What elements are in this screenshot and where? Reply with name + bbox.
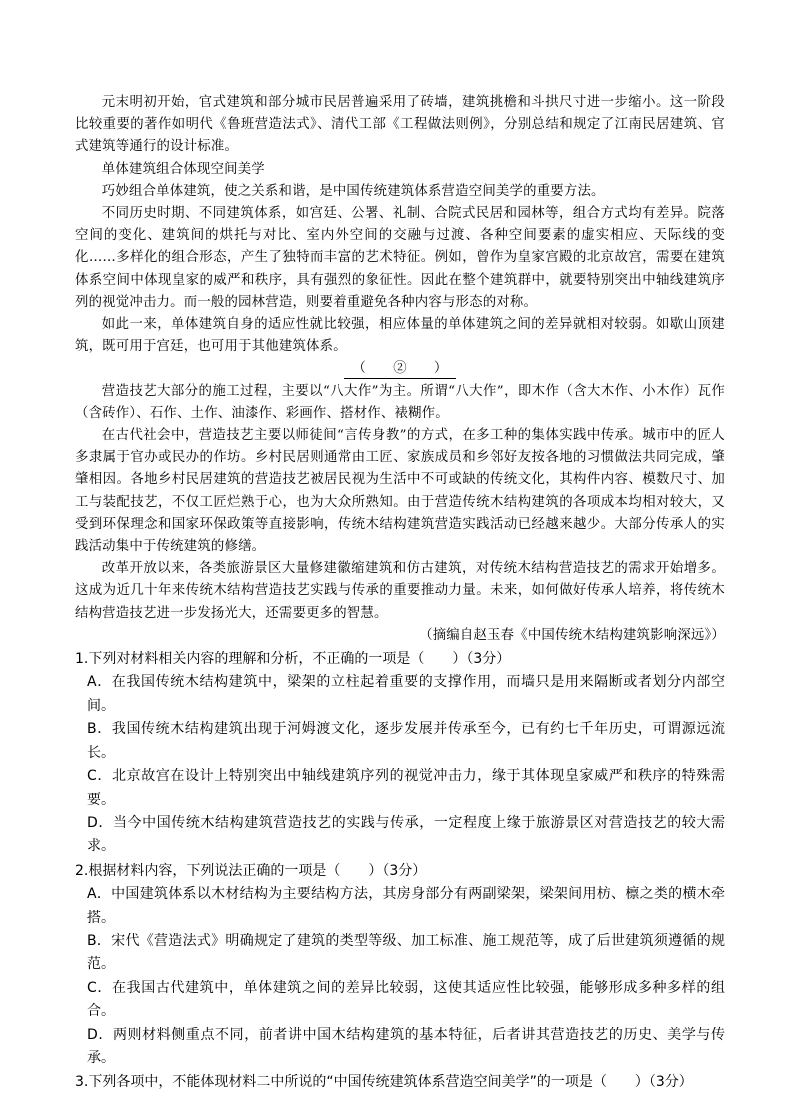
paragraph: 在古代社会中，营造技艺主要以师徒间“言传身教”的方式，在多工种的集体实践中传承。城市中的匠人多隶属于官办或民办的作坊。乡村民居则通常由工匠、家族成员和乡邻好友按各地的习惯做法共同完成，肇肇相因。各地乡村民居建筑的营造技艺被居民视为生活中不可或缺的传统文化，其构件内容、模数尺寸、加工与装配技艺，不仅工匠烂熟于心，也为大众所熟知。由于营造传统木结构建筑的各项成本均相对较大，又受到环保理念和国家环保政策等直接影响，传统木结构建筑营造实践活动已经越来越少。大部分传承人的实践活动集中于传统建筑的修缮。 [75,428,725,555]
paragraph: 巧妙组合单体建筑，使之关系和谐，是中国传统建筑体系营造空间美学的重要方法。 [101,183,605,199]
source-citation: （摘编自赵玉春《中国传统木结构建筑影响深远》） [419,627,725,643]
paragraph: 元末明初开始，官式建筑和部分城市民居普遍采用了砖墙，建筑挑檐和斗拱尺寸进一步缩小。这一阶段比较重要的著作如明代《鲁班营造法式》、清代工部《工程做法则例》，分别总结和规定了江南民居建筑、官式建筑等通行的设计标准。 [75,95,725,155]
section-subheading: 单体建筑组合体现空间美学 [101,161,265,177]
option-d: D．两则材料侧重点不同，前者讲中国木结构建筑的基本特征，后者讲其营造技艺的历史、美学与传承。 [87,1026,725,1066]
paragraph: 营造技艺大部分的施工过程，主要以“八大作”为主。所谓“八大作”，即木作（含大木作、小木作）瓦作（含砖作）、石作、土作、油漆作、彩画作、搭材作、裱糊作。 [75,383,725,421]
question-3 [75,1071,725,1094]
option-c: C．在我国古代建筑中，单体建筑之间的差异比较弱，这使其适应性比较强，能够形成多种多样的组合。 [87,979,725,1020]
paragraph: 改革开放以来，各类旅游景区大量修建徽缩建筑和仿古建筑，对传统木结构营造技艺的需求开始增多。这成为近几十年来传统木结构营造技艺实践与传承的重要推动力量。未来，如何做好传承人培养，将传统木结构营造技艺进一步发扬光大，还需要更多的智慧。 [75,561,725,621]
option-a: A．中国建筑体系以木材结构为主要结构方法，其房身部分有两副梁架，梁架间用枋、檩之类的横木牵搭。 [87,886,725,926]
blank-heading-line [75,358,725,380]
option-b: B．宋代《营造法式》明确规定了建筑的类型等级、加工标准、施工规范等，成了后世建筑须遵循的规范。 [87,932,725,973]
question-1 [75,648,725,859]
option-a: A．在我国传统木结构建筑中，梁架的立柱起着重要的支撑作用，而墙只是用来隔断或者划分内部空间。 [87,674,725,714]
paragraph: 不同历史时期、不同建筑体系，如宫廷、公署、礼制、合院式民居和园林等，组合方式均有差异。院落空间的变化、建筑间的烘托与对比、室内外空间的交融与过渡、各种空间要素的虚实相应、天际线的变化……多样化的组合形态，产生了独特而丰富的艺术特征。例如，曾作为皇家宫殿的北京故宫，需要在建筑体系空间中体现皇家的威严和秩序，具有强烈的象征性。因此在整个建筑群中，就要特别突出中轴线建筑序列的视觉冲击力。而一般的园林营造，则要着重避免各种内容与形态的对称。 [75,206,725,310]
blank-heading: （ ② ） [344,360,455,379]
question-stem: 3.下列各项中，不能体现材料二中所说的“中国传统建筑体系营造空间美学”的一项是（ ）（3分） [75,1074,693,1091]
question-2 [75,860,725,1071]
question-stem: 2.根据材料内容，下列说法正确的一项是（ ）（3分） [75,862,427,879]
paragraph: 如此一来，单体建筑自身的适应性就比较强，相应体量的单体建筑之间的差异就相对较弱。如歇山顶建筑，既可用于宫廷，也可用于其他建筑体系。 [75,317,725,355]
option-d: D．当今中国传统木结构建筑营造技艺的实践与传承，一定程度上缘于旅游景区对营造技艺的较大需求。 [87,814,725,855]
option-b: B．我国传统木结构建筑出现于河姆渡文化，逐步发展并传承至今，已有约七千年历史，可谓源远流长。 [87,721,725,761]
document-page [75,92,725,1095]
option-c: C．北京故宫在设计上特别突出中轴线建筑序列的视觉冲击力，缘于其体现皇家威严和秩序的特殊需要。 [87,768,725,808]
material-section [75,92,725,647]
questions-section [75,648,725,1095]
question-stem: 1.下列对材料相关内容的理解和分析，不正确的一项是（ ）（3分） [75,651,511,668]
